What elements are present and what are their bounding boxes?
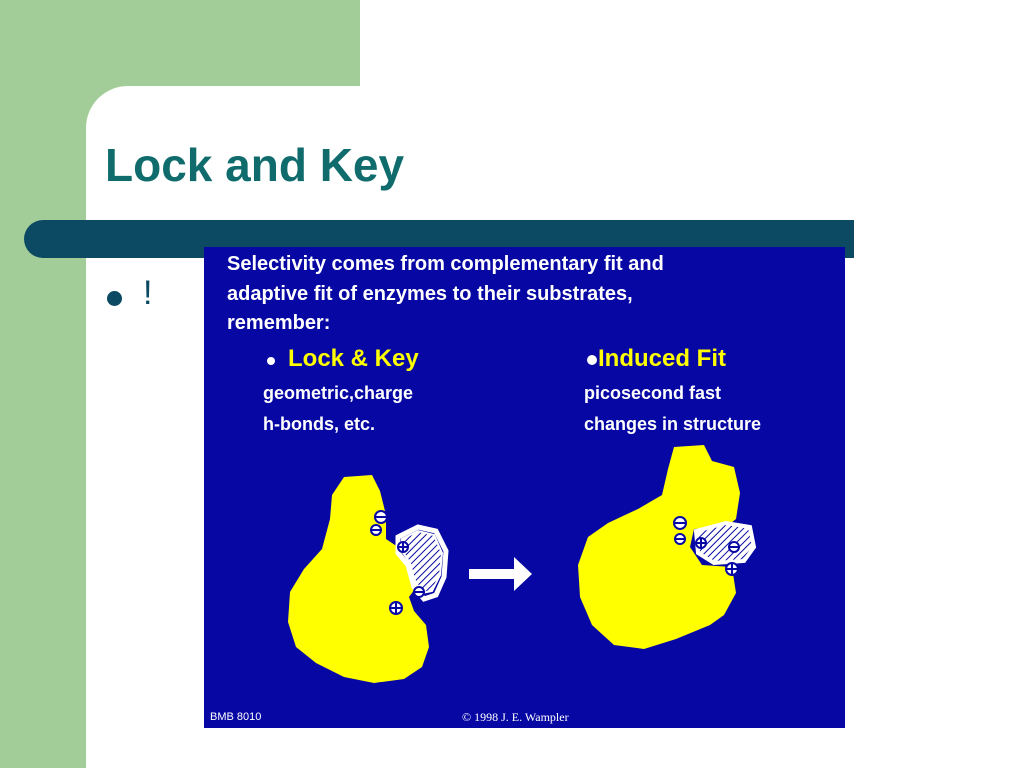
intro-line-2: adaptive fit of enzymes to their substrates, xyxy=(227,283,633,305)
footer-course-code: BMB 8010 xyxy=(210,711,262,723)
bullet-icon xyxy=(587,355,597,365)
lock-key-line-1: geometric,charge xyxy=(263,383,414,403)
lock-key-heading: Lock & Key xyxy=(288,345,419,372)
bullet-icon xyxy=(267,357,275,365)
bullet-icon xyxy=(107,291,122,306)
induced-fit-line-1: picosecond fast xyxy=(584,383,722,403)
induced-fit-heading: Induced Fit xyxy=(598,345,726,372)
arrow-right-icon xyxy=(469,557,532,591)
lock-and-key-figure xyxy=(204,247,845,728)
induced-fit-line-2: changes in structure xyxy=(584,414,762,434)
slide-title: Lock and Key xyxy=(105,139,405,191)
intro-line-1: Selectivity comes from complementary fit and xyxy=(227,253,664,275)
lock-enzyme-shape xyxy=(288,475,429,683)
intro-line-3: remember: xyxy=(227,312,331,334)
bullet-text: ! xyxy=(143,274,153,312)
lock-key-line-2: h-bonds, etc. xyxy=(263,414,375,434)
footer-copyright: © 1998 J. E. Wampler xyxy=(462,710,569,724)
